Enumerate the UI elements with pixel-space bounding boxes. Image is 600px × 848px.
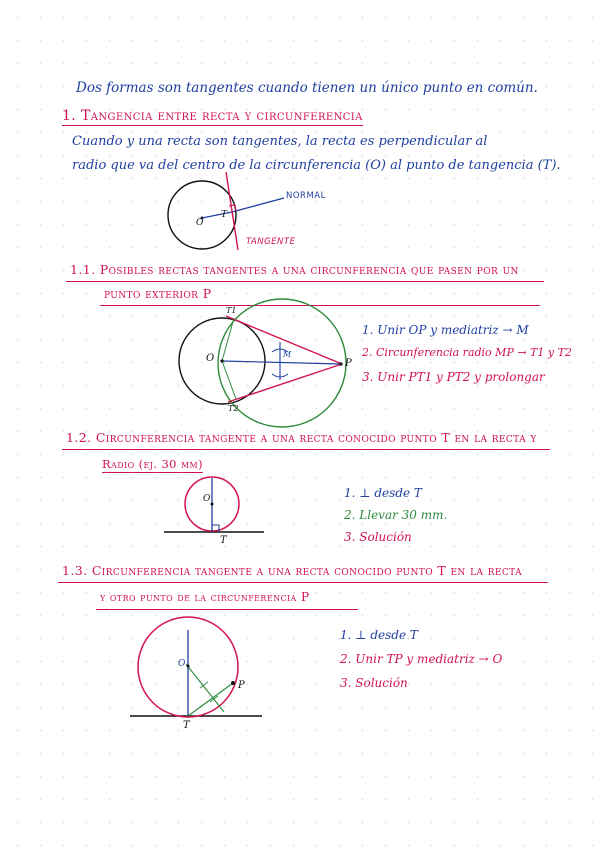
s12-step-3: 3. Solución [344,530,412,544]
s1-label-o: O [196,218,204,228]
section-1-1-heading-a: 1.1. Posibles rectas tangentes a una circunferencia que pasen por un [70,262,519,277]
s11-label-m: M [283,350,292,359]
s12-label-o: O [203,494,211,504]
s13-point-p [231,681,235,685]
section-1-line-1: Cuando y una recta son tangentes, la recta es perpendicular al [72,134,488,149]
s11-step-1: 1. Unir OP y mediatriz → M [362,323,529,337]
s11-label-t1: T1 [226,306,237,315]
s11-step-3: 3. Unir PT1 y PT2 y prolongar [362,370,545,384]
s13-step-1: 1. ⊥ desde T [340,628,418,642]
s11-label-t2: T2 [228,404,239,413]
intro-text: Dos formas son tangentes cuando tienen un único punto en común. [76,80,538,96]
section-1-2-heading-b: Radio (ej. 30 mm) [102,457,204,471]
section-1-3-heading-a: 1.3. Circunferencia tangente a una recta conocido punto T en la recta [62,563,522,578]
s11-step-2: 2. Circunferencia radio MP → T1 y T2 [362,346,572,359]
section-1-line-2: radio que va del centro de la circunferencia (O) al punto de tangencia (T). [72,158,561,173]
s11-label-p: P [345,358,352,369]
s13-step-2: 2. Unir TP y mediatriz → O [340,652,503,666]
s11-label-o: O [206,353,215,364]
section-1-2-heading-a: 1.2. Circunferencia tangente a una recta conocido punto T en la recta y [66,430,537,445]
section-1-3-heading-b: y otro punto de la circunferencia P [100,590,310,604]
s12-step-2: 2. Llevar 30 mm. [344,508,448,522]
s12-step-1: 1. ⊥ desde T [344,486,422,500]
s1-label-normal: NORMAL [286,191,326,201]
s13-bisector [186,664,224,712]
s12-label-t: T [220,535,227,546]
s13-label-t: T [183,720,190,731]
s13-label-p: P [238,680,245,691]
s1-label-tangente: TANGENTE [246,237,296,247]
s13-label-o: O [178,659,186,669]
s1-label-t: T [221,210,228,220]
section-1-1-heading-b: punto exterior P [104,286,212,301]
section-1-heading-text: 1. Tangencia entre recta y circunferencia [62,108,363,124]
s13-step-3: 3. Solución [340,676,408,690]
s13-point-o [187,665,190,668]
